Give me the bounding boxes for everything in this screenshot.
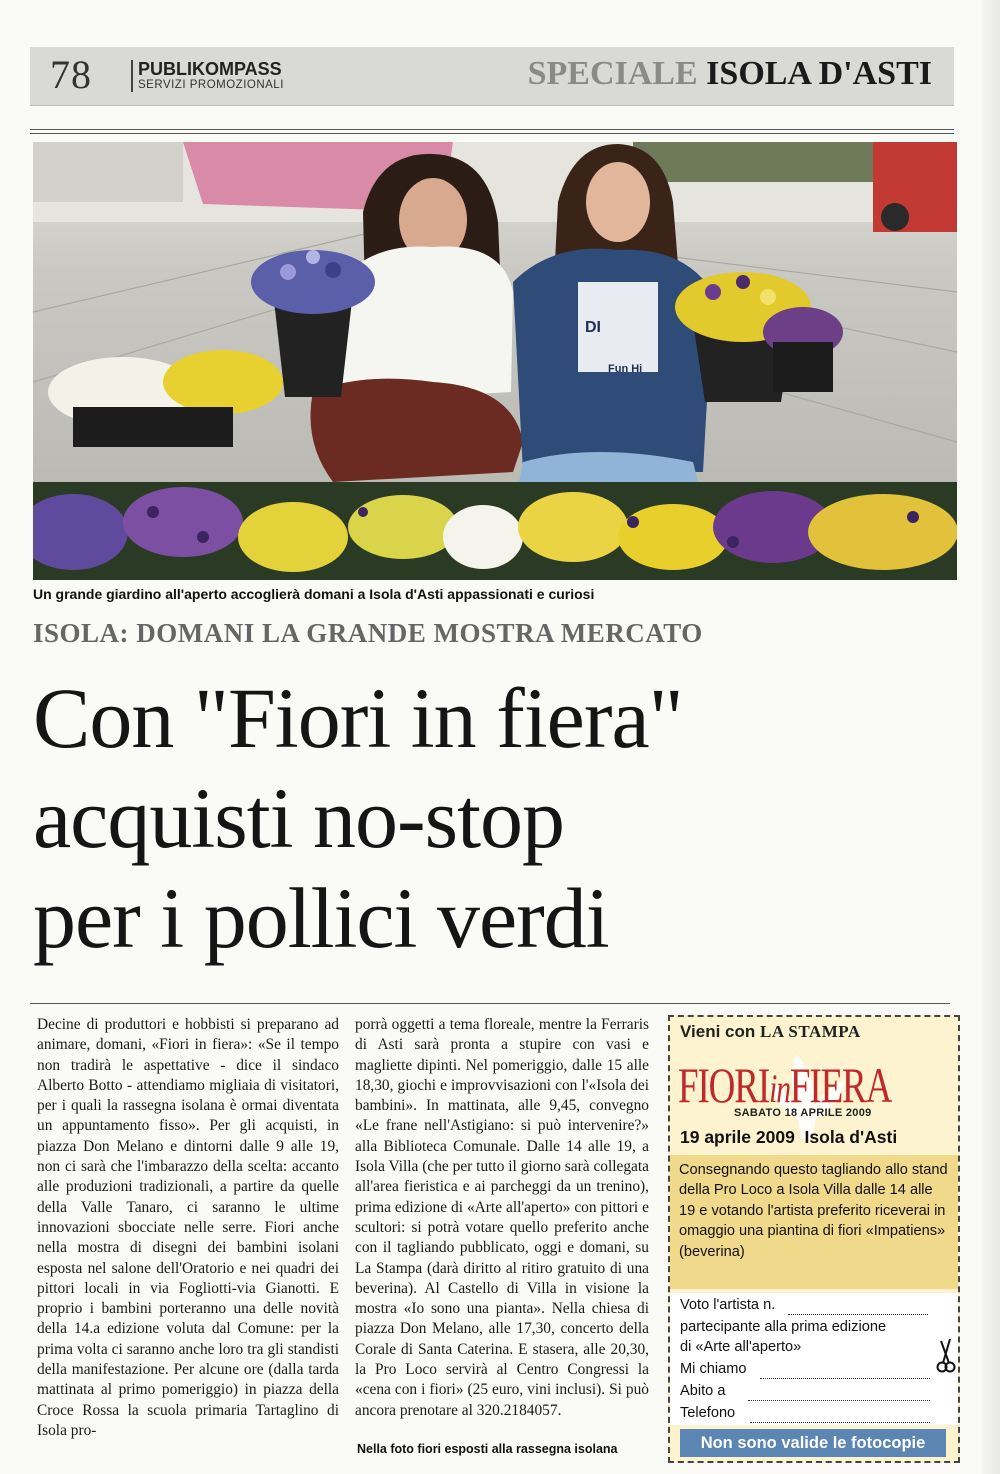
shirt-text-2: Fun Hi	[608, 363, 643, 375]
form-vote-label: Voto l'artista n.	[680, 1297, 776, 1313]
rule-body	[30, 1003, 950, 1004]
section-title	[528, 55, 932, 93]
scissors-icon	[934, 1337, 956, 1375]
header-divider	[131, 60, 133, 92]
coupon-place: Isola d'Asti	[804, 1127, 898, 1147]
section-label: SPECIALE	[527, 55, 698, 92]
coupon	[668, 1015, 960, 1463]
form-vote-field[interactable]	[788, 1313, 928, 1315]
page-number: 78	[50, 52, 92, 97]
coupon-vieni: Vieni con	[680, 1022, 756, 1041]
coupon-small-date: SABATO 18 APRILE 2009	[734, 1107, 872, 1119]
form-name-field[interactable]	[760, 1377, 930, 1379]
coupon-date: 19 aprile 2009	[680, 1127, 795, 1147]
article-text-2: porrà oggetti a tema floreale, mentre la Ferraris di Asti sarà pronta a stupire con vasi e magliette dipinti. Nel pomeriggio, dalle 15 alle 18,30, giochi e improvvisazioni con l'«Isola dei bambini». In mattinata, alle 9,45, convegno «Le frane nell'Astigiano: si può intervenire?» alla Biblioteca Comunale. Dalle 14 alle 19, a Isola Villa (che per tutto il giorno sarà collegata all'area fieristica e ai parcheggi da un trenino), prima edizione di «Arte all'aperto» con pittori e scultori: si potrà votare quello preferito anche con il tagliando pubblicato, oggi e domani, su La Stampa (darà diritto al ritiro gratuito di una beverina). Al Castello di Villa in visione la mostra «Io sono una pianta». Nella chiesa di piazza Don Melano, alle 17,30, concerto della Corale di Santa Caterina. E stasera, alle 20,30, la Pro Loco servirà al Centro Congressi la «cena con i fiori» (25 euro, vini inclusi). Si può ancora prenotare al 320.2184057.	[355, 1016, 649, 1419]
form-name-label: Mi chiamo	[680, 1361, 747, 1377]
publisher-subtitle: SERVIZI PROMOZIONALI	[138, 79, 284, 91]
article-headline	[33, 668, 953, 968]
article-column-1	[37, 1015, 339, 1441]
photo-note: Nella foto fiori esposti alla rassegna isolana	[357, 1442, 618, 1456]
headline-line-3: per i pollici verdi	[33, 870, 609, 966]
form-phone-label: Telefono	[680, 1405, 736, 1421]
photo-flower-fair	[33, 142, 957, 580]
coupon-title-art	[676, 1049, 952, 1139]
coupon-title-word-2: in	[769, 1066, 790, 1111]
photo-illustration	[33, 142, 957, 580]
coupon-description: Consegnando questo tagliando allo stand della Pro Loco a Isola Villa dalle 14 alle 19 e votando l'artista preferito riceverai in omaggio una piantina di fiori «Impatiens» (beverina)	[670, 1155, 958, 1289]
rule-top-1	[30, 129, 954, 130]
photo-caption: Un grande giardino all'aperto accoglierà domani a Isola d'Asti appassionati e curiosi	[33, 586, 595, 602]
form-participant-1: partecipante alla prima edizione	[680, 1319, 887, 1335]
publisher-name: PUBLIKOMPASS	[138, 59, 282, 79]
form-participant-2: di «Arte all'aperto»	[680, 1339, 802, 1355]
page-header	[30, 47, 954, 106]
coupon-title-word-3: FIERA	[789, 1057, 892, 1113]
form-phone-field[interactable]	[750, 1421, 930, 1423]
article-text-1: Decine di produttori e hobbisti si preparano ad animare, domani, «Fiori in fiera»: «Se il tempo non tradirà le aspettative - dice il sindaco Alberto Botto - attendiamo migliaia di visitatori, per i quali la rassegna isolana è ormai diventata un appuntamento fisso». Per gli acquisti, in piazza Don Melano e dintorni dalle 9 alle 19, non ci sarà che l'imbarazzo della scelta: accanto alle produzioni tradizionali, a partire da quelle della Valle Tanaro, ci saranno le ultime innovazioni sbocciate nelle serre. Fiori anche nella mostra di disegni dei bambini isolani esposta nel salone dell'Oratorio e nei quadri dei pittori locali in via Fogliotti-via Gianotti. E proprio i bambini porteranno una delle novità della 14.a edizione voluta dal Comune: per la prima volta ci saranno anche loro tra gli standisti della manifestazione. Per alcune ore (dalla tarda mattinata al primo pomeriggio) in piazza della Croce Rossa la scuola primaria Tartaglino di Isola pro-	[37, 1016, 339, 1439]
coupon-header	[680, 1022, 861, 1042]
headline-line-2: acquisti no-stop	[33, 770, 564, 866]
headline-line-1: Con "Fiori in fiera"	[33, 670, 683, 766]
form-address-label: Abito a	[680, 1383, 726, 1399]
article-kicker: ISOLA: DOMANI LA GRANDE MOSTRA MERCATO	[33, 618, 703, 648]
coupon-title-word-1: FIORI	[678, 1057, 770, 1113]
rule-top-2	[30, 133, 954, 134]
coupon-banner: Non sono valide le fotocopie	[680, 1429, 946, 1457]
form-address-field[interactable]	[748, 1399, 930, 1401]
page-edge	[982, 0, 1000, 1474]
section-place: ISOLA D'ASTI	[706, 55, 932, 92]
coupon-form	[670, 1293, 958, 1425]
coupon-big-date	[680, 1127, 897, 1148]
article-column-2	[355, 1015, 649, 1421]
coupon-newspaper: LA STAMPA	[760, 1022, 861, 1041]
shirt-text-1: DI	[585, 319, 601, 336]
